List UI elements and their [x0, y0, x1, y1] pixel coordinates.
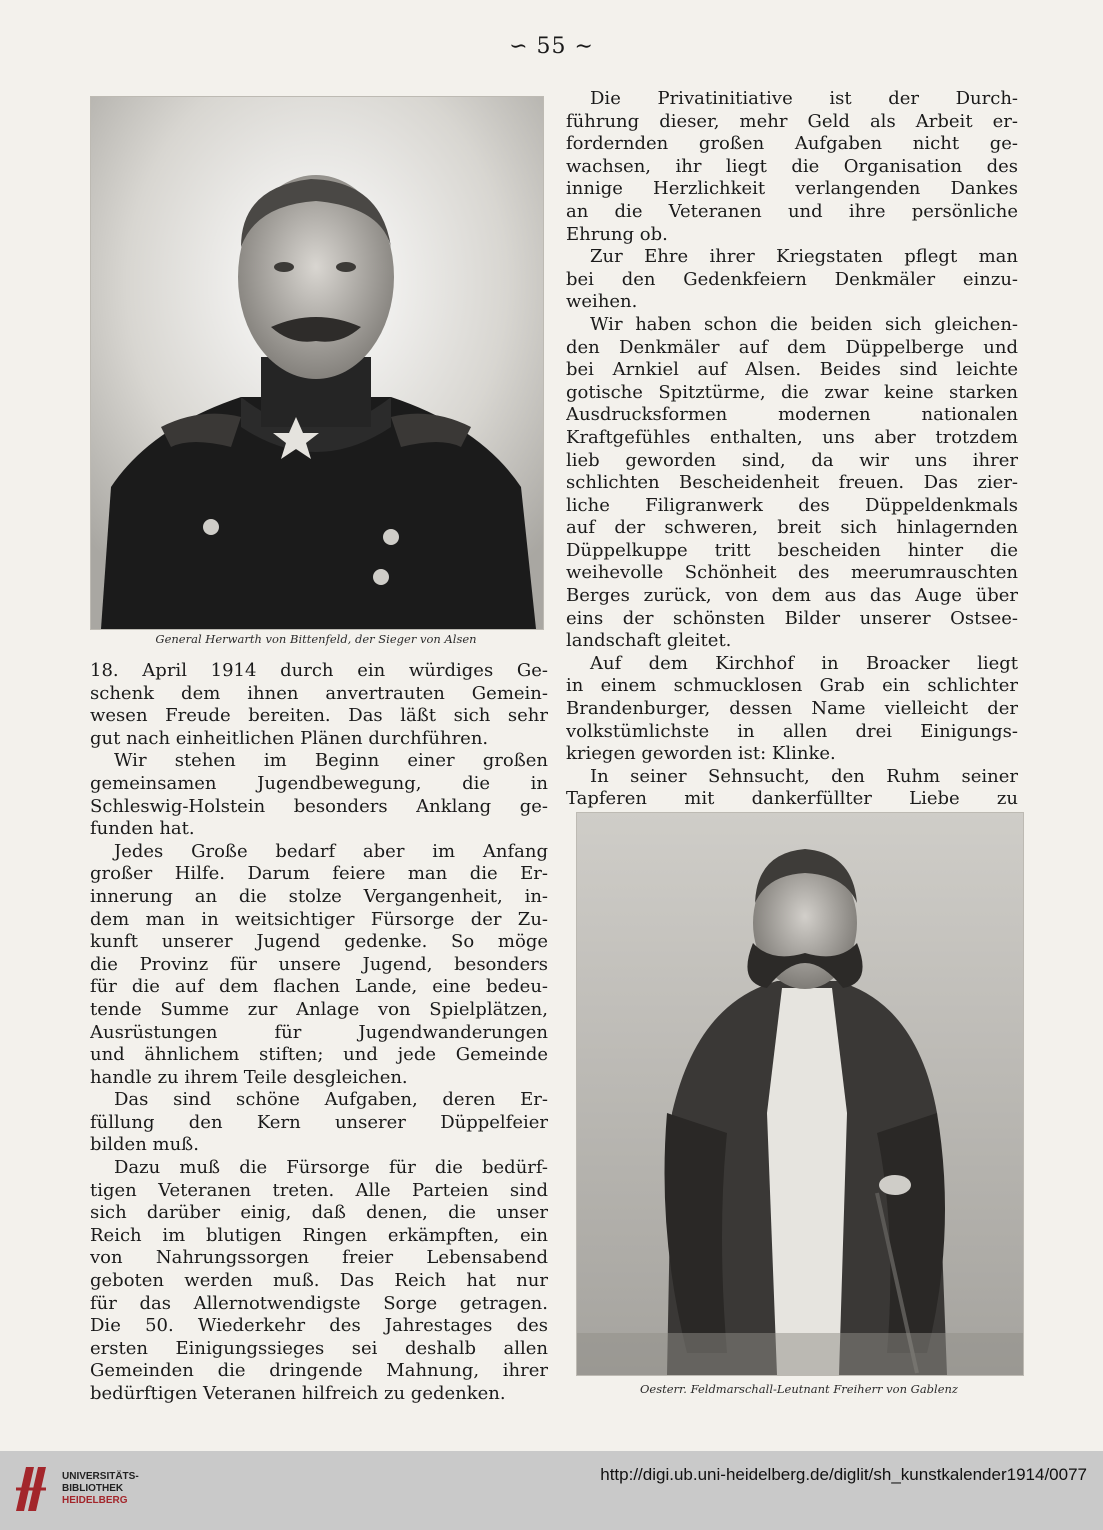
text-line: funden hat.	[90, 818, 195, 840]
text-line: von Nahrungssorgen freier Lebensabend	[90, 1247, 548, 1269]
portrait-gablenz	[576, 812, 1024, 1376]
text-line: sich darüber einig, daß denen, die unser	[90, 1202, 548, 1224]
text-line: und ähnlichem stiften; und jede Gemeinde	[90, 1044, 548, 1066]
portrait-herwarth	[90, 96, 544, 630]
logo-line-1: UNIVERSITÄTS-	[62, 1471, 139, 1482]
text-line: gut nach einheitlichen Plänen durchführen.	[90, 727, 489, 749]
portrait-gablenz-image	[577, 813, 1023, 1375]
text-line: Die 50. Wiederkehr des Jahrestages des	[90, 1315, 548, 1337]
text-line: tigen Veteranen treten. Alle Parteien sind	[90, 1179, 548, 1201]
permalink-url[interactable]: http://digi.ub.uni-heidelberg.de/diglit/sh_kunstkalender1914/0077	[600, 1465, 1087, 1484]
text-line: gemeinsamen Jugendbewegung, die in	[90, 772, 548, 794]
page-number-value: 55	[536, 34, 567, 59]
text-line: weihevolle Schönheit des meerumrauschten	[566, 562, 1018, 584]
text-line: innerung an die stolze Vergangenheit, in-	[90, 885, 548, 907]
text-line: 18. April 1914 durch ein würdiges Ge-	[90, 660, 548, 681]
footer-bar	[0, 1451, 1103, 1530]
text-line: landschaft gleitet.	[566, 630, 732, 652]
text-line: bei den Gedenkfeiern Denkmäler einzu-	[566, 268, 1018, 290]
text-line: eins der schönsten Bilder unserer Ostsee-	[566, 607, 1018, 629]
text-line: Die Privatinitiative ist der Durch-	[590, 88, 1018, 109]
text-line: Jedes Große bedarf aber im Anfang	[114, 840, 548, 862]
text-line: handle zu ihrem Teile desgleichen.	[90, 1066, 408, 1088]
text-line: Ausdrucksformen modernen nationalen	[566, 404, 1018, 426]
text-line: Auf dem Kirchhof in Broacker liegt	[590, 652, 1018, 674]
text-line: füllung den Kern unserer Düppelfeier	[90, 1111, 548, 1133]
text-line: ersten Einigungssieges sei deshalb allen	[90, 1337, 548, 1359]
text-line: tende Summe zur Anlage von Spielplätzen,	[90, 998, 548, 1020]
text-line: In seiner Sehnsucht, den Ruhm seiner	[590, 765, 1018, 787]
text-line: auf der schweren, breit sich hinlagernden	[566, 517, 1018, 539]
text-line: Brandenburger, dessen Name vielleicht der	[566, 698, 1018, 720]
text-line: Wir stehen im Beginn einer großen	[114, 750, 548, 772]
ornament-right-icon: ∼	[574, 34, 594, 59]
text-line: Dazu muß die Fürsorge für die bedürf-	[114, 1157, 548, 1179]
text-line: liche Filigranwerk des Düppeldenkmals	[566, 494, 1018, 516]
text-line: bei Arnkiel auf Alsen. Beides sind leichte	[566, 359, 1018, 381]
text-line: für die auf dem flachen Lande, eine bedeu-	[90, 976, 548, 998]
text-line: den Denkmäler auf dem Düppelberge und	[566, 336, 1018, 358]
text-line: die Provinz für unsere Jugend, besonders	[90, 953, 548, 975]
text-line: an die Veteranen und ihre persönliche	[566, 200, 1018, 222]
logo-line-2: BIBLIOTHEK	[62, 1483, 124, 1494]
library-logo-icon[interactable]	[12, 1459, 52, 1519]
text-line: Das sind schöne Aufgaben, deren Er-	[114, 1089, 548, 1111]
text-line: Ausrüstungen für Jugendwanderungen	[90, 1021, 548, 1043]
text-line: kunft unserer Jugend gedenke. So möge	[90, 931, 548, 953]
portrait-herwarth-image	[91, 97, 543, 629]
text-line: großer Hilfe. Darum feiere man die Er-	[90, 863, 548, 885]
text-line: in einem schmucklosen Grab ein schlichter	[566, 675, 1018, 697]
text-line: schlichten Bescheidenheit freuen. Das zier-	[566, 472, 1018, 494]
text-line: gotische Spitztürme, die zwar keine starken	[566, 381, 1018, 403]
text-line: Wir haben schon die beiden sich gleichen-	[590, 313, 1018, 335]
text-line: Berges zurück, von dem aus das Auge über	[566, 585, 1018, 607]
ornament-left-icon: ∽	[509, 34, 529, 59]
text-line: Schleswig-Holstein besonders Anklang ge-	[90, 795, 548, 817]
text-line: Düppelkuppe tritt bescheiden hinter die	[566, 539, 1018, 561]
text-line: volkstümlichste in allen drei Einigungs-	[566, 720, 1018, 742]
library-logo-text[interactable]	[62, 1471, 139, 1507]
text-line: für das Allernotwendigste Sorge getragen.	[90, 1292, 548, 1314]
logo-line-3: HEIDELBERG	[62, 1495, 128, 1506]
text-line: weihen.	[566, 291, 638, 313]
text-line: fordernden großen Aufgaben nicht ge-	[566, 133, 1018, 155]
text-line: Zur Ehre ihrer Kriegstaten pflegt man	[590, 246, 1018, 268]
page-number	[0, 34, 1103, 59]
text-line: Reich im blutigen Ringen erkämpften, ein	[90, 1224, 548, 1246]
text-line: Kraftgefühles enthalten, uns aber trotzdem	[566, 426, 1018, 448]
caption-portrait-herwarth: General Herwarth von Bittenfeld, der Sieger von Alsen	[155, 632, 477, 646]
text-line: Gemeinden die dringende Mahnung, ihrer	[90, 1360, 548, 1382]
text-line: Tapferen mit dankerfüllter Liebe zu	[566, 788, 1018, 810]
caption-portrait-gablenz: Oesterr. Feldmarschall-Leutnant Freiherr von Gablenz	[640, 1382, 958, 1396]
text-line: wachsen, ihr liegt die Organisation des	[566, 155, 1018, 177]
text-line: führung dieser, mehr Geld als Arbeit er-	[566, 110, 1018, 132]
text-line: schenk dem ihnen anvertrauten Gemein-	[90, 682, 548, 704]
text-line: dem man in weitsichtiger Fürsorge der Zu-	[90, 908, 548, 930]
right-column-text	[566, 88, 1018, 811]
text-line: bilden muß.	[90, 1134, 199, 1156]
text-line: bedürftigen Veteranen hilfreich zu gedenken.	[90, 1383, 506, 1404]
text-line: innige Herzlichkeit verlangenden Dankes	[566, 178, 1018, 200]
text-line: kriegen geworden ist: Klinke.	[566, 743, 836, 765]
text-line: wesen Freude bereiten. Das läßt sich sehr	[90, 705, 548, 727]
text-line: Ehrung ob.	[566, 223, 668, 245]
text-line: lieb geworden sind, da wir uns ihrer	[566, 449, 1018, 471]
left-column-text	[90, 660, 548, 1406]
text-line: geboten werden muß. Das Reich hat nur	[90, 1270, 548, 1292]
